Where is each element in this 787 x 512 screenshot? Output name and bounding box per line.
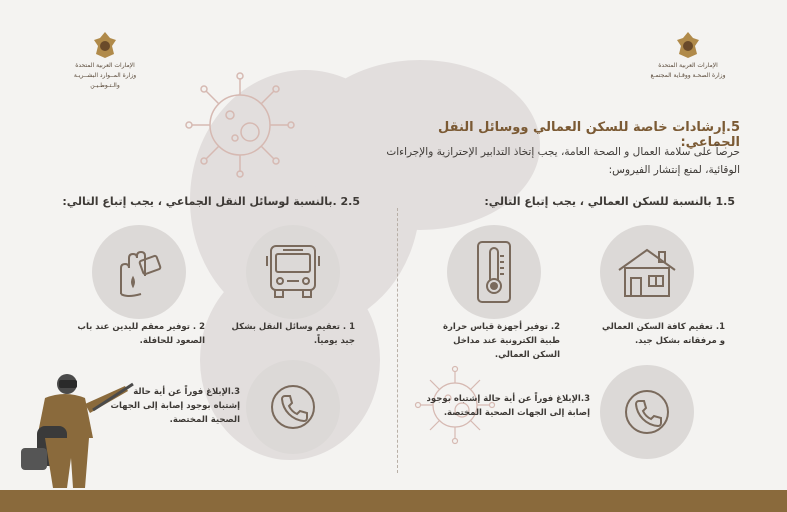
transport-item-1-text: 1 . تعقيم وسائل النقل بشكل جيد يومياً.: [231, 322, 355, 346]
section-divider: [397, 208, 398, 473]
org-name-line: والـتـوطـيـن: [90, 82, 120, 89]
virus-decoration-icon: [180, 70, 300, 180]
sanitizer-circle: [92, 225, 186, 319]
mohre-logo: [45, 30, 165, 90]
phone-icon: [269, 383, 317, 431]
housing-item-3-text: 3.الإبلاغ فوراً عن أية حالة إشتباه بوجود إصابة إلى الجهات الصحية المختصة.: [426, 394, 590, 418]
org-name-line: وزارة المــوارد البشــريـة: [73, 72, 137, 79]
footer-bar: [0, 490, 787, 512]
house-circle: [600, 225, 694, 319]
housing-item-2-text: 2. توفير أجهزة قياس حرارة طبية الكترونية عند مداخل السكن العمالي.: [443, 322, 560, 360]
bus-icon: [265, 242, 321, 302]
section-heading-transport: 2.5 .بالنسبة لوسائل النقل الجماعي ، يجب إتباع التالي:: [62, 195, 360, 208]
phone-icon: [623, 388, 671, 436]
mohap-logo: [628, 30, 748, 80]
housing-item-1-text: 1. تعقيم كافة السكن العمالي و مرفقاته بشكل جيد.: [601, 322, 725, 346]
org-name-line: الإمارات العربية المتحدة: [658, 62, 718, 69]
phone-circle: [600, 365, 694, 459]
section-heading-housing: 1.5 بالنسبة للسكن العمالي ، يجب إتباع التالي:: [484, 195, 735, 208]
phone-circle: [246, 360, 340, 454]
house-icon: [615, 244, 679, 300]
org-name-line: وزارة الصحـة ووقـاية المجتمـع: [650, 72, 726, 79]
thermometer-icon: [474, 240, 514, 304]
hand-sanitizer-icon: [111, 244, 167, 300]
disinfection-worker-illustration: [15, 370, 135, 490]
uae-emblem-icon: [675, 30, 701, 60]
thermometer-circle: [447, 225, 541, 319]
page-title: 5.إرشادات خاصة للسكن العمالي ووسائل النقل الجماعي:: [437, 120, 740, 150]
bus-circle: [246, 225, 340, 319]
transport-item-3-text: 3.الإبلاغ فوراً عن أية حالة إشتباه بوجود إصابة إلى الجهات الصحية المختصة.: [110, 387, 240, 425]
uae-emblem-icon: [92, 30, 118, 60]
intro-text: حرصاً على سلامة العمال و الصحة العامة، يجب إتخاذ التدابير الإحترازية والإجراءات الوقائية، لمنع إنتشار الفيروس:: [386, 146, 740, 176]
transport-item-2-text: 2 . توفير معقم لليدين عند باب الصعود للحافلة.: [77, 322, 205, 346]
org-name-line: الإمارات العربية المتحدة: [75, 62, 135, 69]
